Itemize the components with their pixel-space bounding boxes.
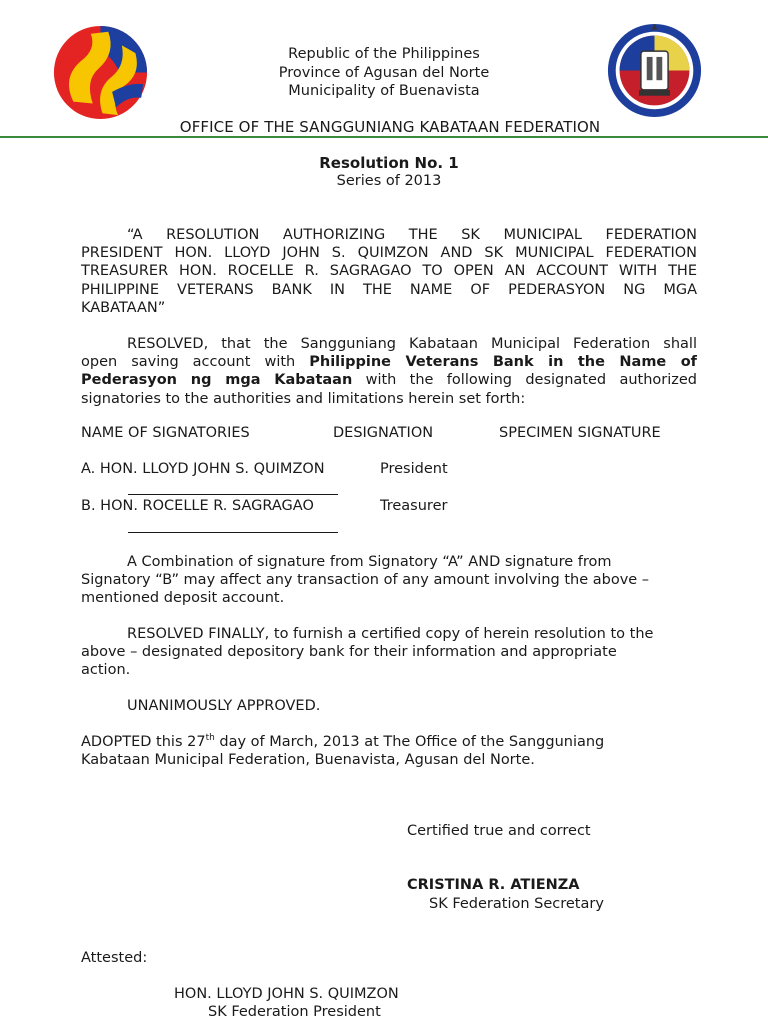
resolution-heading-quote bbox=[81, 226, 697, 317]
col-header-name: NAME OF SIGNATORIES bbox=[81, 425, 250, 441]
resolved-line bbox=[81, 371, 697, 389]
combination-line: mentioned deposit account. bbox=[81, 590, 285, 607]
resolved-finally-paragraph bbox=[81, 625, 697, 680]
quote-line: KABATAAN” bbox=[81, 299, 166, 316]
signatory-a-designation: President bbox=[380, 461, 448, 477]
signatory-b-designation: Treasurer bbox=[380, 498, 448, 514]
finally-line: RESOLVED FINALLY, to furnish a certified copy of herein resolution to the bbox=[127, 626, 654, 642]
col-header-designation: DESIGNATION bbox=[333, 425, 434, 441]
signature-line bbox=[128, 494, 338, 495]
col-header-signature: SPECIMEN SIGNATURE bbox=[499, 425, 661, 441]
attested-label: Attested: bbox=[81, 950, 148, 966]
adopted-text: ADOPTED this 27 bbox=[81, 734, 206, 750]
signature-line bbox=[128, 532, 338, 533]
president-title: SK Federation President bbox=[208, 1004, 381, 1020]
quote-line: PHILIPPINE VETERANS BANK IN THE NAME OF PEDERASYON NG MGA bbox=[81, 281, 697, 298]
ordinal-suffix: th bbox=[205, 733, 215, 744]
combination-line: A Combination of signature from Signatory “A” AND signature from bbox=[127, 554, 612, 570]
header-province: Province of Agusan del Norte bbox=[278, 64, 490, 81]
resolution-title: Resolution No. 1 bbox=[319, 154, 459, 172]
header-divider bbox=[0, 136, 768, 138]
finally-line: action. bbox=[81, 662, 131, 679]
signatory-b-name: B. HON. ROCELLE R. SAGRAGAO bbox=[81, 498, 314, 514]
combination-paragraph bbox=[81, 553, 697, 608]
finally-line: above – designated depository bank for their information and appropriate bbox=[81, 644, 617, 661]
bank-name: Philippine Veterans Bank in the Name of bbox=[309, 354, 697, 371]
secretary-title: SK Federation Secretary bbox=[429, 896, 604, 912]
quote-line: “A RESOLUTION AUTHORIZING THE SK MUNICIPAL FEDERATION bbox=[127, 227, 697, 243]
combination-line: Signatory “B” may affect any transaction of any amount involving the above – bbox=[81, 572, 650, 589]
letterhead bbox=[0, 45, 768, 101]
office-title: OFFICE OF THE SANGGUNIANG KABATAAN FEDERATION bbox=[179, 118, 601, 136]
resolved-line: signatories to the authorities and limitations herein set forth: bbox=[81, 390, 526, 407]
account-name: Pederasyon ng mga Kabataan bbox=[81, 372, 353, 389]
header-municipality: Municipality of Buenavista bbox=[288, 83, 480, 99]
resolved-text: with the following designated authorized bbox=[352, 372, 697, 389]
unanimously-approved: UNANIMOUSLY APPROVED. bbox=[127, 698, 321, 714]
adopted-line: Kabataan Municipal Federation, Buenavista, Agusan del Norte. bbox=[81, 752, 535, 769]
resolved-line bbox=[81, 353, 697, 371]
resolution-series: Series of 2013 bbox=[336, 173, 442, 189]
president-name: HON. LLOYD JOHN S. QUIMZON bbox=[174, 986, 399, 1002]
adopted-text: day of March, 2013 at The Office of the Sangguniang bbox=[214, 734, 605, 750]
adopted-line bbox=[81, 733, 697, 751]
resolved-text: open saving account with bbox=[81, 354, 310, 371]
quote-line: TREASURER HON. ROCELLE R. SAGRAGAO TO OPEN AN ACCOUNT WITH THE bbox=[81, 263, 697, 280]
secretary-name: CRISTINA R. ATIENZA bbox=[407, 877, 580, 893]
header-republic: Republic of the Philippines bbox=[288, 46, 480, 62]
resolved-paragraph bbox=[81, 335, 697, 408]
quote-line: PRESIDENT HON. LLOYD JOHN S. QUIMZON AND SK MUNICIPAL FEDERATION bbox=[81, 245, 697, 262]
resolved-line: RESOLVED, that the Sangguniang Kabataan Municipal Federation shall bbox=[127, 336, 697, 352]
signatory-a-name: A. HON. LLOYD JOHN S. QUIMZON bbox=[81, 461, 325, 477]
adopted-paragraph bbox=[81, 733, 697, 769]
certified-label: Certified true and correct bbox=[407, 823, 591, 839]
